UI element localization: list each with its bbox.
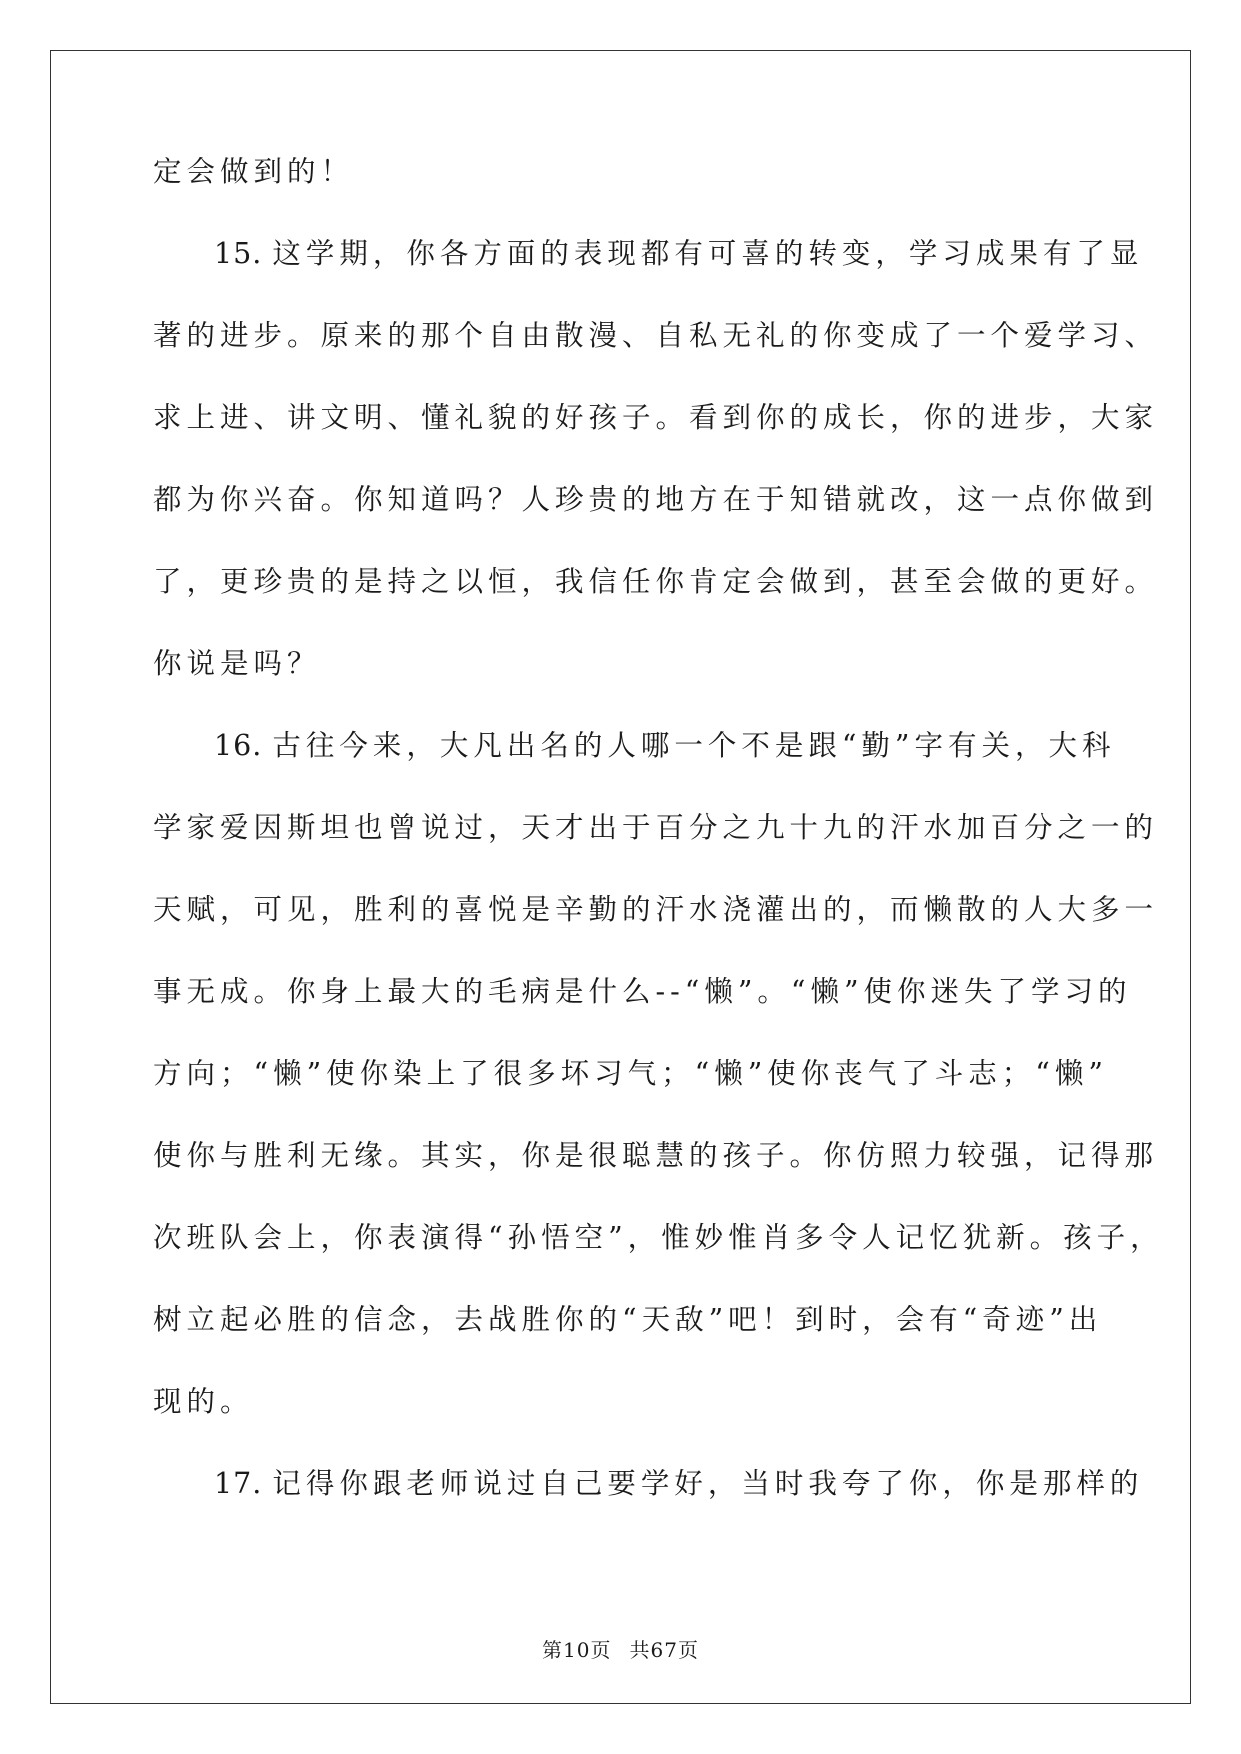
paragraph-line: 次班队会上，你表演得“孙悟空”，惟妙惟肖多令人记忆犹新。孩子， — [153, 1221, 1164, 1254]
paragraph-17-first-line — [153, 1443, 1144, 1525]
paragraph-line: 你说是吗？ — [153, 647, 321, 680]
paragraph-line: 这学期，你各方面的表现都有可喜的转变，学习成果有了显 — [272, 237, 1144, 270]
paragraph-15-first-line — [153, 213, 1144, 295]
page-footer — [0, 1634, 1241, 1663]
paragraph-line: 了，更珍贵的是持之以恒，我信任你肯定会做到，甚至会做的更好。 — [153, 565, 1159, 598]
paragraph-line: 求上进、讲文明、懂礼貌的好孩子。看到你的成长，你的进步，大家 — [153, 401, 1159, 434]
paragraph-line: 记得你跟老师说过自己要学好，当时我夸了你，你是那样的 — [272, 1467, 1144, 1500]
paragraph-line: 都为你兴奋。你知道吗？人珍贵的地方在于知错就改，这一点你做到 — [153, 483, 1159, 516]
paragraph-line: 学家爱因斯坦也曾说过，天才出于百分之九十九的汗水加百分之一的 — [153, 811, 1159, 844]
paragraph-line: 著的进步。原来的那个自由散漫、自私无礼的你变成了一个爱学习、 — [153, 319, 1159, 352]
item-number: 16. — [214, 729, 263, 762]
paragraph-line: 方向；“懒”使你染上了很多坏习气；“懒”使你丧气了斗志；“懒” — [153, 1057, 1108, 1090]
paragraph-line: 使你与胜利无缘。其实，你是很聪慧的孩子。你仿照力较强，记得那 — [153, 1139, 1159, 1172]
paragraph-line: 天赋，可见，胜利的喜悦是辛勤的汗水浇灌出的，而懒散的人大多一 — [153, 893, 1159, 926]
paragraph-line: 事无成。你身上最大的毛病是什么--“懒”。“懒”使你迷失了学习的 — [153, 975, 1132, 1008]
paragraph-line: 古往今来，大凡出名的人哪一个不是跟“勤”字有关，大科 — [272, 729, 1116, 762]
paragraph-line: 树立起必胜的信念，去战胜你的“天敌”吧！到时，会有“奇迹”出 — [153, 1303, 1103, 1336]
item-number: 15. — [214, 237, 263, 270]
paragraph-line: 定会做到的！ — [153, 155, 355, 188]
paragraph-line: 现的。 — [153, 1385, 254, 1418]
item-number: 17. — [214, 1467, 263, 1500]
paragraph-16-first-line — [153, 705, 1116, 787]
document-body — [153, 155, 1164, 1525]
page-number: 第10页 — [542, 1638, 612, 1662]
total-pages: 共67页 — [629, 1638, 699, 1662]
